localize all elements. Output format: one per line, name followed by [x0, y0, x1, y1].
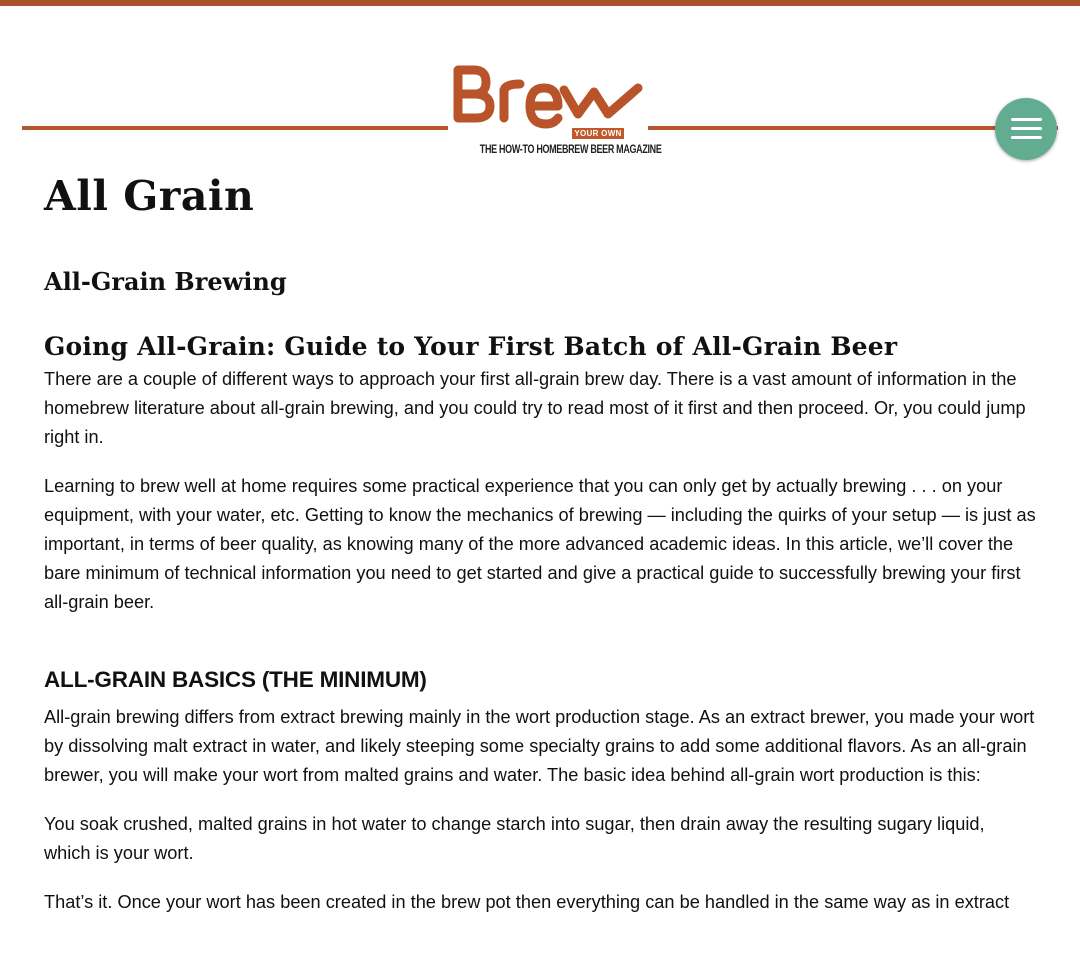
site-logo[interactable] — [448, 62, 662, 164]
logo-badge: YOUR OWN — [572, 128, 624, 139]
menu-button[interactable] — [995, 98, 1057, 160]
article-title: Going All-Grain: Guide to Your First Batch of All-Grain Beer — [44, 332, 898, 361]
logo-tagline: THE HOW-TO HOMEBREW BEER MAGAZINE — [479, 144, 662, 156]
article-content — [44, 170, 1036, 917]
hamburger-icon — [1011, 118, 1042, 121]
article-paragraph: You soak crushed, malted grains in hot water to change starch into sugar, then drain away the resulting sugary liquid, which is your wort. — [44, 814, 985, 863]
category-heading[interactable]: All-Grain Brewing — [44, 267, 287, 296]
page-title: All Grain — [44, 172, 255, 220]
article-paragraph: Learning to brew well at home requires some practical experience that you can only get by actually brewing . . . on your equipment, with your water, etc. Getting to know the mechanics of brewing — including the quirks of your setup — is just as important, in terms of beer quality, as knowing many of the more advanced academic ideas. In this article, we’ll cover the bare minimum of technical information you need to get started and give a practical guide to successfully brewing your first all-grain beer. — [44, 476, 1036, 612]
article-paragraph: There are a couple of different ways to approach your first all-grain brew day. There is a vast amount of information in the homebrew literature about all-grain brewing, and you could try to read most of it first and then proceed. Or, you could jump right in. — [44, 369, 1026, 447]
hamburger-icon-line — [1011, 136, 1042, 139]
site-header — [0, 6, 1080, 166]
hamburger-icon-line — [1011, 127, 1042, 130]
section-heading: ALL-GRAIN BASICS (THE MINIMUM) — [44, 667, 427, 692]
article-paragraph: That’s it. Once your wort has been created in the brew pot then everything can be handled in the same way as in extract — [44, 892, 1010, 912]
article-paragraph: All-grain brewing differs from extract brewing mainly in the wort production stage. As an extract brewer, you made your wort by dissolving malt extract in water, and likely steeping some specialty grains to add some additional flavors. As an all-grain brewer, you will make your wort from malted grains and water. The basic idea behind all-grain wort production is this: — [44, 707, 1035, 785]
